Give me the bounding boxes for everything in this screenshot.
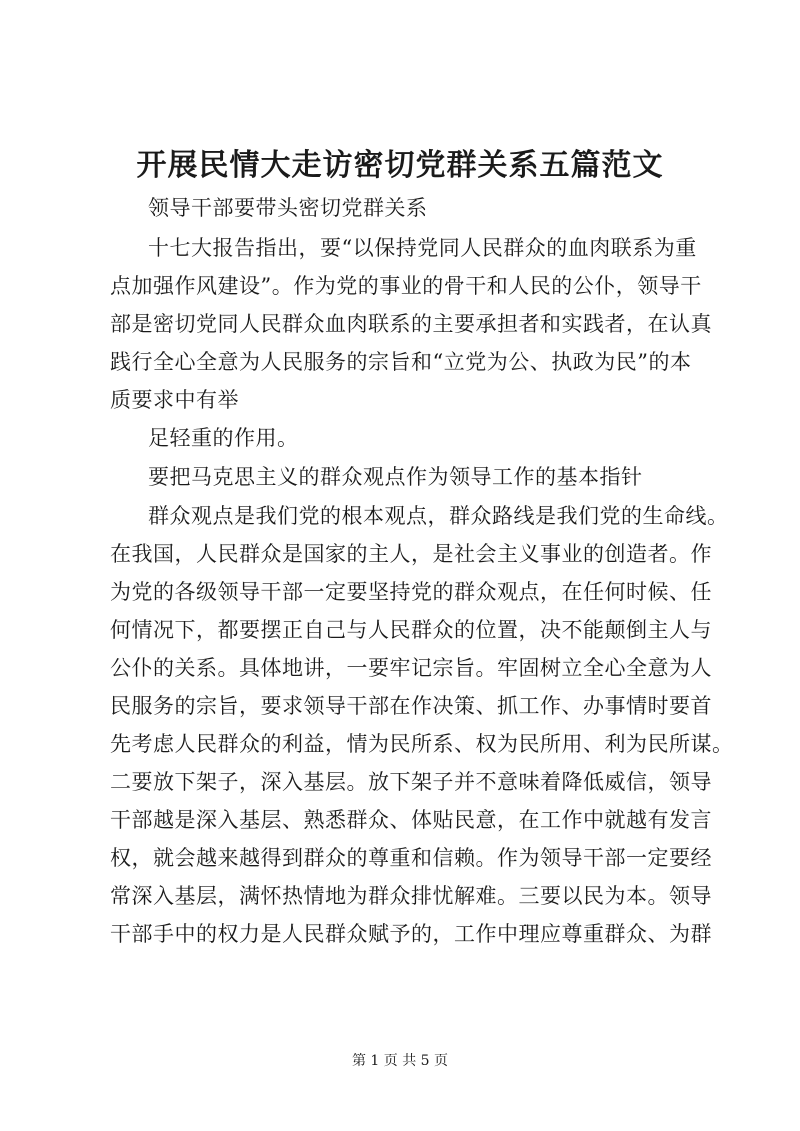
paragraph-line: 质要求中有举 xyxy=(110,388,239,412)
paragraph-line: 权，就会越来越得到群众的尊重和信赖。作为领导干部一定要经 xyxy=(110,846,712,870)
paragraph-line: 何情况下，都要摆正自己与人民群众的位置，决不能颠倒主人与 xyxy=(110,618,712,642)
paragraph-line: 践行全心全意为人民服务的宗旨和“立党为公、执政为民”的本 xyxy=(110,350,692,374)
paragraph-line: 干部手中的权力是人民群众赋予的，工作中理应尊重群众、为群 xyxy=(110,922,712,946)
paragraph-line: 常深入基层，满怀热情地为群众排忧解难。三要以民为本。领导 xyxy=(110,884,712,908)
paragraph-line: 要把马克思主义的群众观点作为领导工作的基本指针 xyxy=(148,465,643,489)
paragraph-line: 先考虑人民群众的利益，情为民所系、权为民所用、利为民所谋。 xyxy=(110,732,734,756)
paragraph-line: 二要放下架子，深入基层。放下架子并不意味着降低威信，领导 xyxy=(110,770,712,794)
paragraph-line: 为党的各级领导干部一定要坚持党的群众观点，在任何时候、任 xyxy=(110,580,712,604)
paragraph-line: 部是密切党同人民群众血肉联系的主要承担者和实践者，在认真 xyxy=(110,312,712,336)
paragraph-line: 领导干部要带头密切党群关系 xyxy=(148,196,428,220)
paragraph-line: 在我国，人民群众是国家的主人，是社会主义事业的创造者。作 xyxy=(110,542,712,566)
page-footer: 第 1 页 共 5 页 xyxy=(351,1053,449,1069)
paragraph-line: 点加强作风建设”。作为党的事业的骨干和人民的公仆，领导干 xyxy=(110,274,702,298)
paragraph-line: 公仆的关系。具体地讲，一要牢记宗旨。牢固树立全心全意为人 xyxy=(110,656,712,680)
paragraph-line: 群众观点是我们党的根本观点，群众路线是我们党的生命线。 xyxy=(148,504,729,528)
paragraph-line: 民服务的宗旨，要求领导干部在作决策、抓工作、办事情时要首 xyxy=(110,694,712,718)
document-title: 开展民情大走访密切党群关系五篇范文 xyxy=(136,148,664,183)
paragraph-line: 足轻重的作用。 xyxy=(148,426,299,450)
paragraph-line: 十七大报告指出，要“以保持党同人民群众的血肉联系为重 xyxy=(148,236,697,260)
paragraph-line: 干部越是深入基层、熟悉群众、体贴民意，在工作中就越有发言 xyxy=(110,808,712,832)
